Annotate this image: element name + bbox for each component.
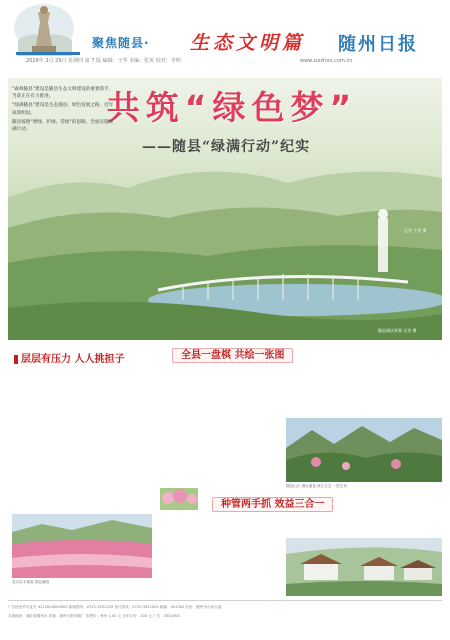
section-title: 生态文明篇 — [190, 32, 306, 54]
headline: 共筑“绿色梦” — [106, 88, 358, 127]
website-url: www.suizhou.com.cn — [300, 58, 353, 64]
masthead — [0, 0, 450, 78]
article-column-5 — [286, 514, 442, 536]
section-heading-text: 种管两手抓 效益三合一 — [221, 499, 325, 510]
section-marker — [14, 355, 18, 364]
photo-caption: 随县山区 满目葱茏 林区生态 一派生机 — [286, 484, 347, 488]
brand-label: 聚焦随县· — [92, 36, 150, 50]
photo-village — [286, 538, 442, 596]
article-column-2 — [160, 366, 282, 486]
article-column-4 — [160, 514, 280, 596]
photo-mountain-forest — [286, 418, 442, 482]
photo-credit: 随县城区新貌 记者 摄 — [378, 328, 417, 333]
intro-paragraph: “绿满随县”建设是生态强县、绿色发展之路，近年成效明显。 — [12, 103, 114, 116]
section-heading-1 — [14, 350, 124, 365]
photo-caption: 花卉苗木基地 春色满园 — [12, 580, 50, 584]
footer — [8, 600, 442, 626]
photo-credit: 记者 王华 摄 — [404, 228, 427, 233]
section-heading-2 — [172, 348, 293, 363]
photo-flower-field — [12, 514, 152, 578]
footer-line: 广告经营许可证号 4213004000002 新闻热线：0722-3551234 发行热线：0722-3551000 邮编：441300 社址：随州市沿河大道 — [8, 605, 222, 609]
article-column-3 — [286, 366, 436, 416]
photo-orchard — [160, 488, 198, 510]
newspaper-logo: 随州日报 — [338, 34, 418, 55]
footer-line: 本报地址：湖北省随州市 印刷：随州日报印刷厂 零售价：每份 1.00 元 全年订价：300 元 广告：3552000 — [8, 614, 180, 618]
issue-info: 2018年 3月 29日 星期四 第 7 版 编辑：王华 美编：张英 校对：李明 — [26, 58, 181, 64]
section-heading-text: 层层有压力 人人挑担子 — [21, 354, 125, 365]
intro-paragraph: 随县按照“增绿、护绿、管绿”的思路，全面实施绿满行动。 — [12, 119, 114, 133]
intro-text — [12, 86, 114, 135]
section-heading-3 — [212, 497, 333, 512]
intro-paragraph: “森林随县”建设是随县生态文明建设的重要抓手，当前正在有力推进。 — [12, 87, 114, 100]
hero-photo — [8, 78, 442, 340]
section-heading-text: 全县一盘棋 共绘一张图 — [181, 350, 285, 361]
subheadline: ——随县“绿满行动”纪实 — [142, 139, 311, 155]
